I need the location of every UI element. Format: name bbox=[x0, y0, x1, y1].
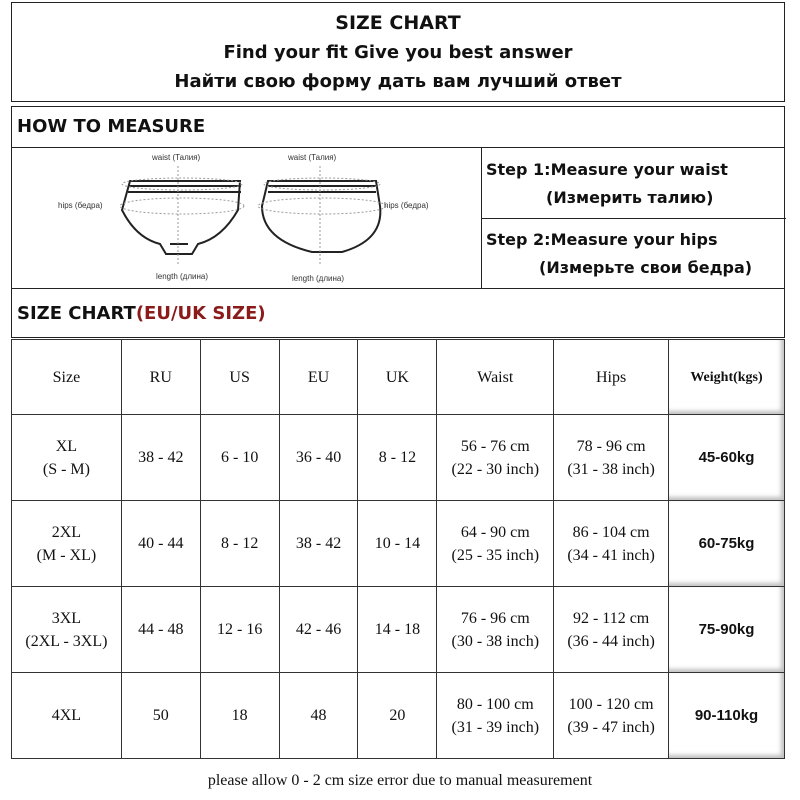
hips-inch: (39 - 47 inch) bbox=[567, 718, 655, 736]
waist-inch: (31 - 39 inch) bbox=[451, 718, 540, 736]
us-cell: 6 - 10 bbox=[200, 415, 279, 501]
column-header: US bbox=[200, 340, 279, 415]
eu-cell: 36 - 40 bbox=[279, 415, 358, 501]
uk-cell: 8 - 12 bbox=[358, 415, 437, 501]
hips-cell bbox=[554, 673, 669, 759]
uk-cell: 20 bbox=[358, 673, 437, 759]
hips-cm: 92 - 112 cm bbox=[572, 609, 650, 627]
size-table bbox=[11, 339, 785, 759]
column-header: Weight(kgs) bbox=[669, 340, 785, 415]
hips-inch: (31 - 38 inch) bbox=[567, 460, 655, 478]
step-2 bbox=[482, 218, 786, 288]
waist-label-back: waist (Талия) bbox=[288, 153, 337, 162]
column-header: Waist bbox=[437, 340, 554, 415]
size-cell bbox=[12, 501, 122, 587]
us-cell: 8 - 12 bbox=[200, 501, 279, 587]
hips-cell bbox=[554, 415, 669, 501]
hips-cell bbox=[554, 587, 669, 673]
ru-cell: 38 - 42 bbox=[121, 415, 200, 501]
footer-note: please allow 0 - 2 cm size error due to manual measurement bbox=[207, 772, 593, 789]
table-row bbox=[12, 415, 785, 501]
length-label-front: length (длина) bbox=[156, 272, 209, 281]
hips-label-back: hips (бедра) bbox=[384, 201, 429, 210]
ru-cell: 50 bbox=[121, 673, 200, 759]
waist-cell bbox=[437, 673, 554, 759]
waist-cell bbox=[437, 501, 554, 587]
size-label: XL bbox=[55, 437, 78, 455]
waist-inch: (30 - 38 inch) bbox=[451, 632, 540, 650]
size-chart-title-prefix: SIZE CHART bbox=[17, 303, 136, 324]
table-header-row bbox=[12, 340, 785, 415]
size-sub-label: (M - XL) bbox=[36, 546, 97, 564]
size-label: 2XL bbox=[51, 523, 82, 541]
header-box bbox=[11, 2, 785, 102]
ru-cell: 40 - 44 bbox=[121, 501, 200, 587]
weight-cell: 60-75kg bbox=[669, 501, 785, 587]
waist-inch: (22 - 30 inch) bbox=[451, 460, 540, 478]
eu-cell: 42 - 46 bbox=[279, 587, 358, 673]
step-2-label: Step 2:Measure your hips bbox=[486, 230, 718, 249]
waist-cm: 64 - 90 cm bbox=[460, 523, 530, 541]
ru-cell: 44 - 48 bbox=[121, 587, 200, 673]
uk-cell: 10 - 14 bbox=[358, 501, 437, 587]
length-label-back: length (длина) bbox=[292, 274, 345, 283]
waist-cm: 76 - 96 cm bbox=[460, 609, 530, 627]
weight-cell: 90-110kg bbox=[669, 673, 785, 759]
table-row bbox=[12, 587, 785, 673]
hips-cm: 100 - 120 cm bbox=[568, 695, 654, 713]
waist-inch: (25 - 35 inch) bbox=[451, 546, 540, 564]
how-to-measure-title: HOW TO MEASURE bbox=[11, 106, 785, 148]
hips-inch: (34 - 41 inch) bbox=[567, 546, 655, 564]
page-title: SIZE CHART bbox=[335, 12, 461, 34]
size-cell bbox=[12, 587, 122, 673]
waist-cell bbox=[437, 587, 554, 673]
column-header: Size bbox=[12, 340, 122, 415]
us-cell: 18 bbox=[200, 673, 279, 759]
hips-cell bbox=[554, 501, 669, 587]
waist-cell bbox=[437, 415, 554, 501]
measure-box bbox=[11, 147, 785, 289]
size-sub-label: (2XL - 3XL) bbox=[25, 632, 108, 650]
size-chart-title-suffix: (EU/UK SIZE) bbox=[135, 303, 266, 324]
us-cell: 12 - 16 bbox=[200, 587, 279, 673]
step-1 bbox=[482, 148, 786, 219]
eu-cell: 38 - 42 bbox=[279, 501, 358, 587]
table-row bbox=[12, 673, 785, 759]
column-header: EU bbox=[279, 340, 358, 415]
underwear-diagram bbox=[12, 148, 480, 288]
uk-cell: 14 - 18 bbox=[358, 587, 437, 673]
weight-cell: 45-60kg bbox=[669, 415, 785, 501]
hips-inch: (36 - 44 inch) bbox=[567, 632, 655, 650]
weight-cell: 75-90kg bbox=[669, 587, 785, 673]
column-header: RU bbox=[121, 340, 200, 415]
subtitle-ru: Найти свою форму дать вам лучший ответ bbox=[174, 71, 622, 92]
briefs-illustration-icon bbox=[12, 148, 480, 288]
step-1-label: Step 1:Measure your waist bbox=[486, 160, 728, 179]
column-header: Hips bbox=[554, 340, 669, 415]
table-row bbox=[12, 501, 785, 587]
hips-label-front: hips (бедра) bbox=[58, 201, 103, 210]
waist-cm: 80 - 100 cm bbox=[456, 695, 534, 713]
step-2-label-ru: (Измерьте свои бедра) bbox=[539, 258, 753, 277]
hips-cm: 86 - 104 cm bbox=[572, 523, 650, 541]
size-cell bbox=[12, 673, 122, 759]
size-chart-title bbox=[11, 288, 785, 338]
eu-cell: 48 bbox=[279, 673, 358, 759]
size-cell bbox=[12, 415, 122, 501]
column-header: UK bbox=[358, 340, 437, 415]
size-label: 4XL bbox=[51, 707, 82, 724]
steps-column bbox=[481, 148, 786, 288]
waist-label-front: waist (Талия) bbox=[152, 153, 201, 162]
size-sub-label: (S - M) bbox=[42, 460, 90, 478]
subtitle-en: Find your fit Give you best answer bbox=[223, 42, 573, 63]
waist-cm: 56 - 76 cm bbox=[460, 437, 530, 455]
hips-cm: 78 - 96 cm bbox=[576, 437, 646, 455]
size-label: 3XL bbox=[51, 609, 82, 627]
step-1-label-ru: (Измерить талию) bbox=[546, 188, 714, 207]
